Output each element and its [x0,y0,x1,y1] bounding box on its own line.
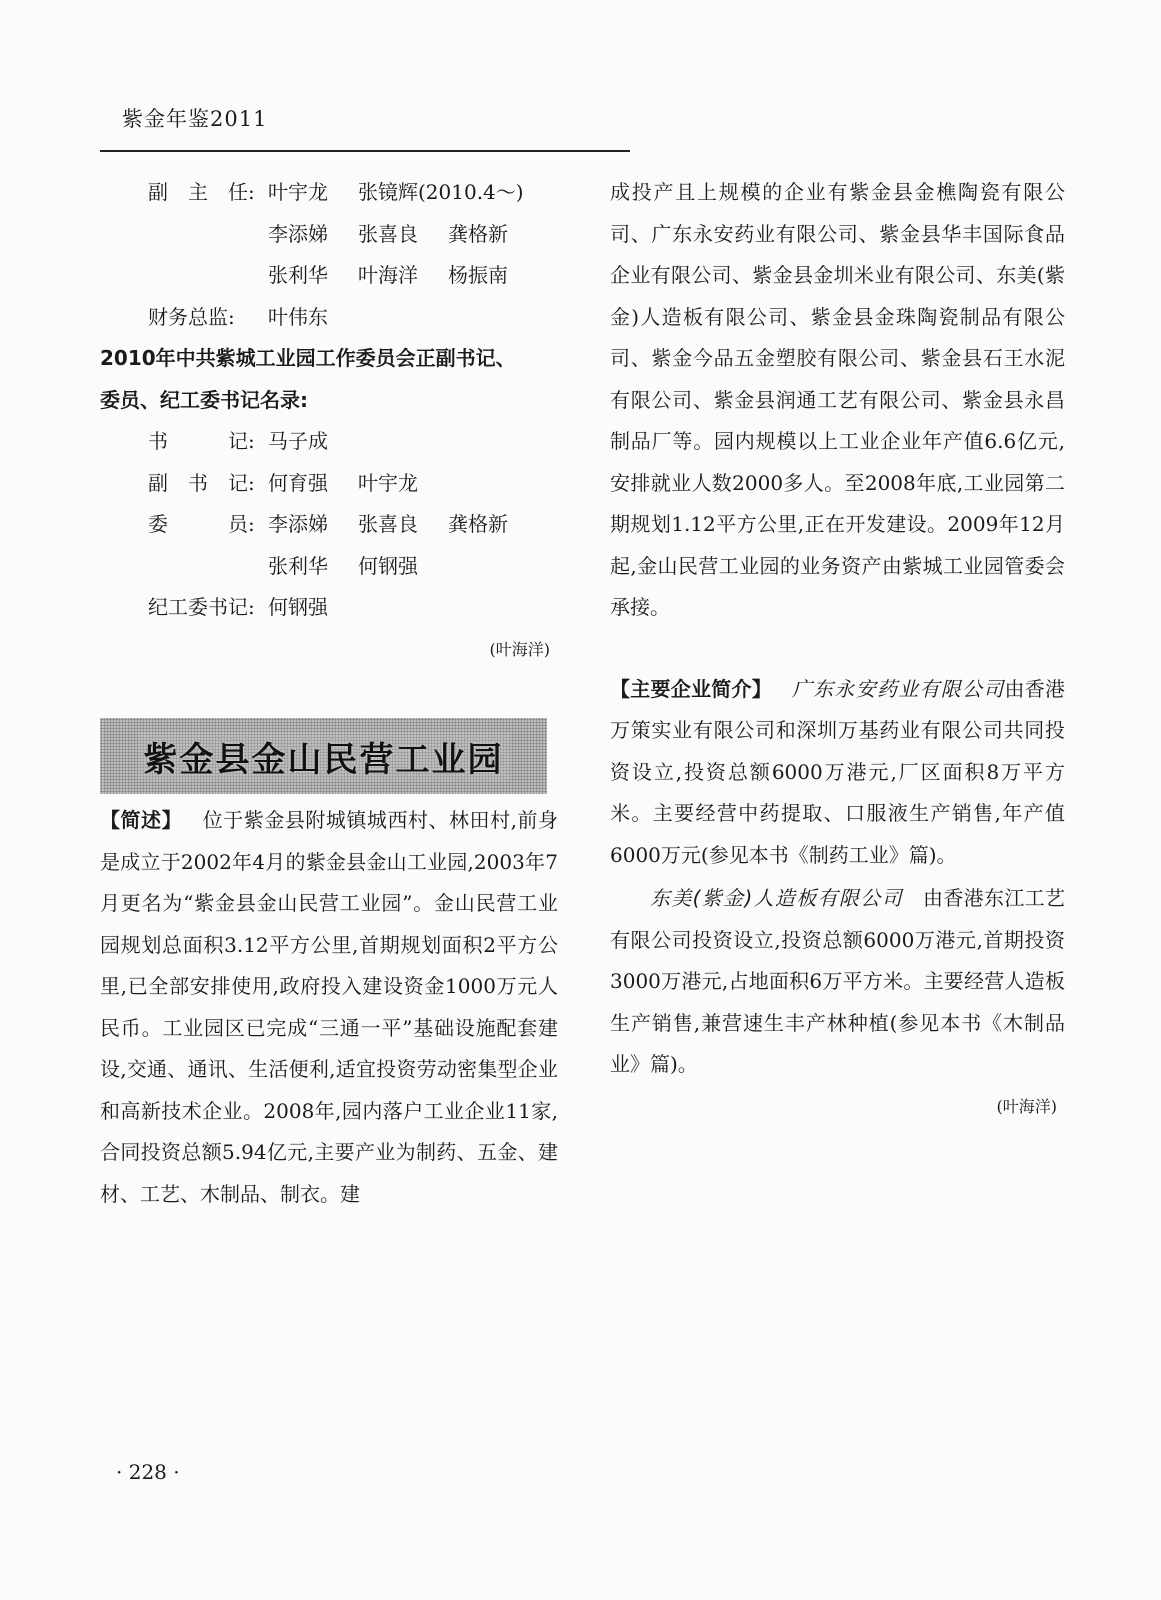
roster-name: 叶宇龙 [268,180,328,204]
continued-paragraph: 成投产且上规模的企业有紫金县金樵陶瓷有限公司、广东永安药业有限公司、紫金县华丰国际食品企业有限公司、紫金县金圳米业有限公司、东美(紫金)人造板有限公司、紫金县金珠陶瓷制品有限公司、紫金今品五金塑胶有限公司、紫金县石王水泥有限公司、紫金县润通工艺有限公司、紫金县永昌制品厂等。园内规模以上工业企业年产值6.6亿元,安排就业人数2000多人。至2008年底,工业园第二期规划1.12平方公里,正在开发建设。2009年12月起,金山民营工业园的业务资产由紫城工业园管委会承接。 [610,180,1065,619]
section-title-banner [100,718,547,794]
roster-row [100,463,558,505]
left-column [100,172,558,670]
roster-row [100,421,558,463]
enterprise-tag: 【主要企业简介】 [610,676,773,701]
page-number: · 228 · [116,1460,180,1484]
roster-title: 副 主 任: [148,180,255,204]
roster-name: 张利华 [268,263,328,287]
roster-title: 副 书 记: [148,470,255,495]
roster-name: 李添娣 [268,512,328,536]
roster-name: 叶伟东 [268,304,328,329]
summary-paragraph [100,800,558,1215]
roster-name: 何钢强 [358,553,418,578]
roster-name: 杨振南 [448,263,508,287]
roster-title: 委 员: [148,512,255,536]
running-header: 紫金年鉴2011 [122,107,268,131]
summary-text: 位于紫金县附城镇城西村、林田村,前身是成立于2002年4月的紫金县金山工业园,2003年7月更名为“紫金县金山民营工业园”。金山民营工业园规划总面积3.12平方公里,首期规划面积2平方公里,已全部安排使用,政府投入建设资金1000万元人民币。工业园区已完成“三通一平”基础设施配套建设,交通、通讯、生活便利,适宜投资劳动密集型企业和高新技术企业。2008年,园内落户工业企业11家,合同投资总额5.94亿元,主要产业为制药、五金、建材、工艺、木制品、制衣。建 [100,808,559,1206]
roster-title: 纪工委书记: [148,595,255,619]
company-2-text: 由香港东江工艺有限公司投资设立,投资总额6000万港元,首期投资3000万港元,占地面积6万平方米。主要经营人造板生产销售,兼营速生丰产林种植(参见本书《木制品业》篇)。 [610,886,1066,1076]
summary-block [100,800,558,1215]
company-1-text: 由香港万策实业有限公司和深圳万基药业有限公司共同投资设立,投资总额6000万港元,厂区面积8万平方米。主要经营中药提取、口服液生产销售,年产值6000万元(参见本书《制药工业》篇)。 [610,676,1066,867]
section-title: 紫金县金山民营工业园 [138,732,510,781]
roster-row [100,297,558,339]
roster-name: 龚格新 [448,512,508,536]
roster-name: 张喜良 [358,512,418,536]
roster-row [100,504,558,546]
roster-title: 书 记: [148,429,255,453]
roster-name: 马子成 [268,429,328,453]
roster-name: 李添娣 [268,221,328,246]
roster-party [100,421,558,629]
company-1-name: 广东永安药业有限公司 [791,676,1005,701]
spacer [610,629,1065,669]
author-credit: (叶海洋) [489,639,550,659]
enterprise-paragraph-1 [610,669,1065,877]
roster-name: 龚格新 [448,221,508,246]
roster-name: 何育强 [268,470,328,495]
roster-name: 张利华 [268,553,328,578]
roster-title: 财务总监: [148,304,235,329]
roster-row [100,172,558,214]
enterprise-paragraph-2 [610,878,1065,1086]
roster-name: 张镜辉(2010.4～) [358,180,524,204]
roster-name: 何钢强 [268,595,328,619]
roster-row [100,546,558,588]
roster-row [100,255,558,297]
roster-name: 叶海洋 [358,263,418,287]
roster-heading-line-2: 委员、纪工委书记名录: [100,387,308,412]
company-2-name: 东美(紫金)人造板有限公司 [650,886,903,910]
right-column [610,172,1065,1127]
roster-name: 叶宇龙 [358,470,418,495]
roster-heading-line-1: 2010年中共紫城工业园工作委员会正副书记、 [100,346,516,370]
roster-row [100,214,558,256]
author-credit-2: (叶海洋) [996,1096,1057,1116]
roster-name: 张喜良 [358,221,418,246]
roster-committee [100,172,558,338]
roster-row [100,587,558,629]
summary-tag: 【简述】 [100,808,183,832]
header-rule [100,150,630,152]
